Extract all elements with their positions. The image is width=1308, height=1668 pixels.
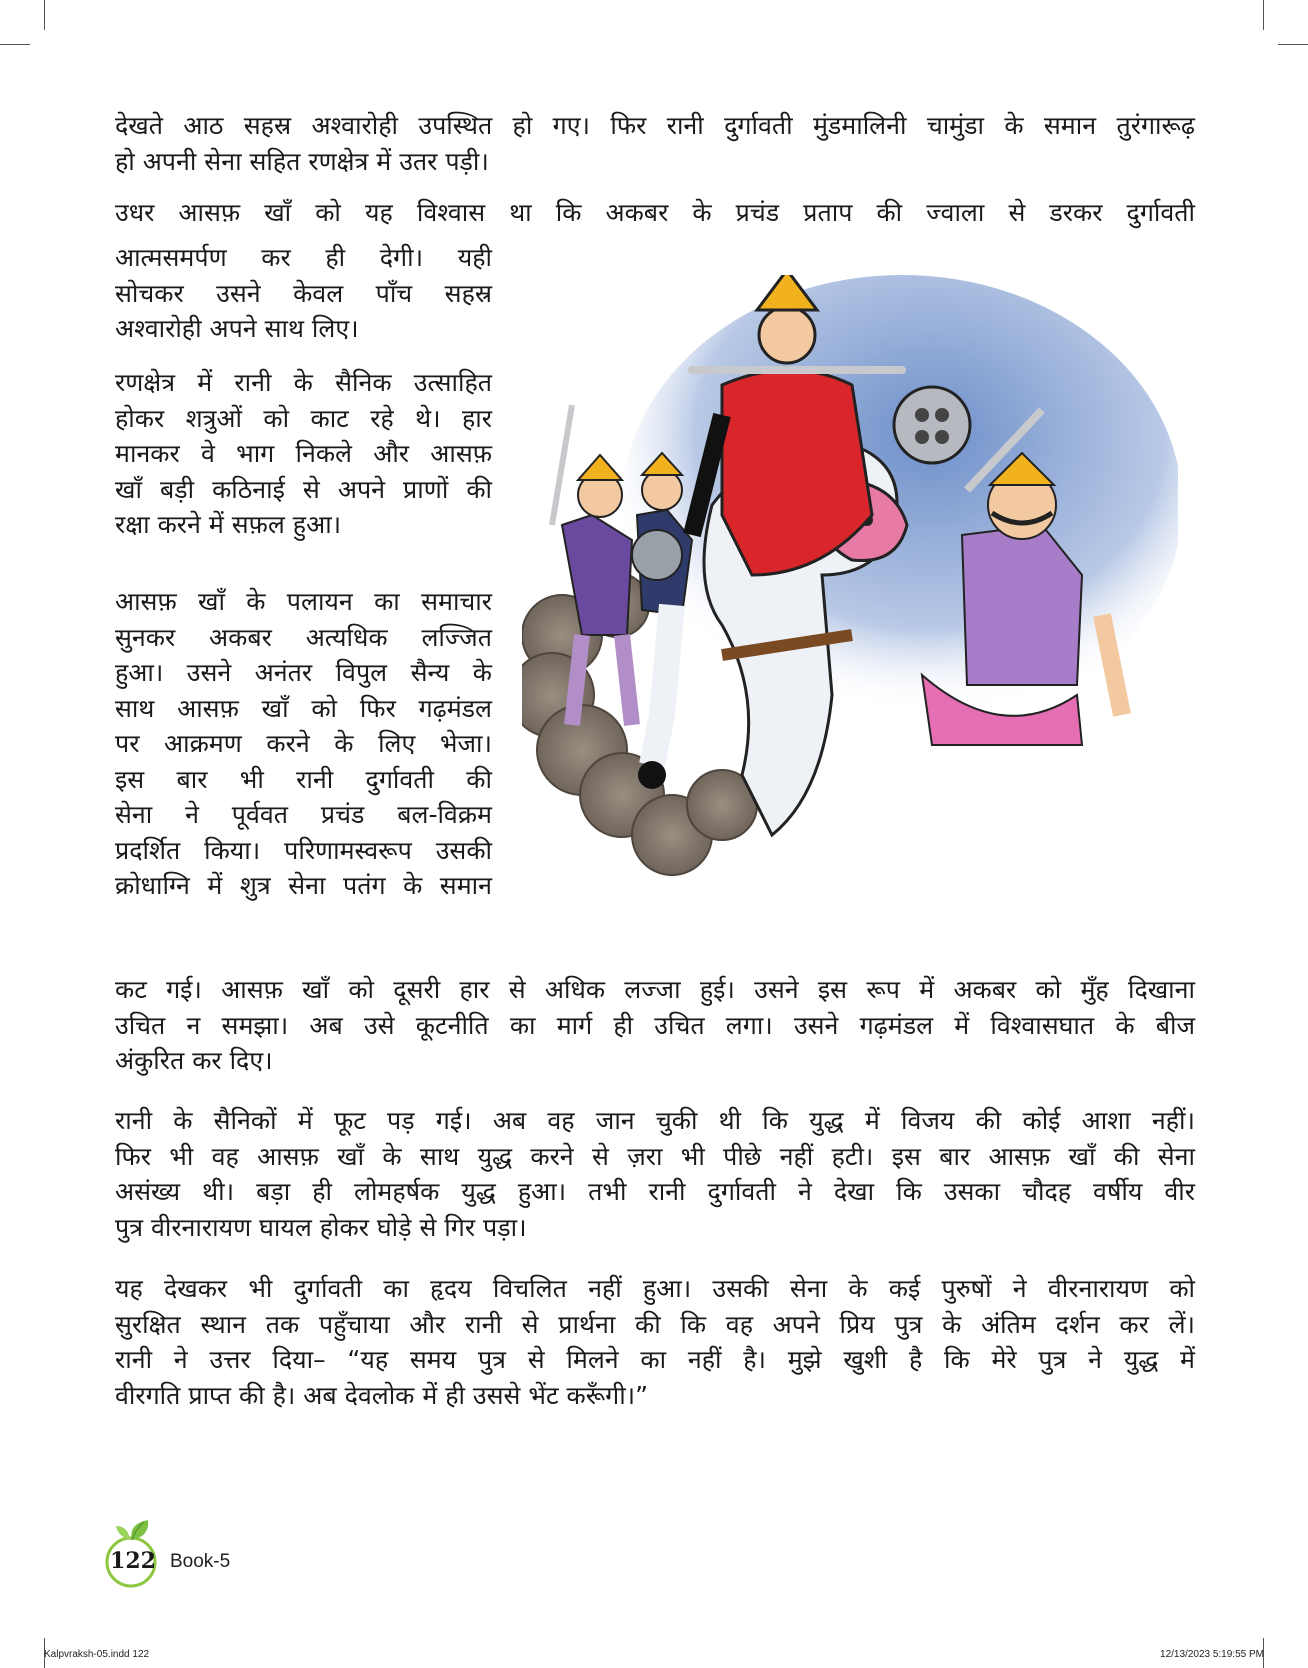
text-line: उधर आसफ़ खाँ को यह विश्वास था कि अकबर के प्रचंड प्रताप की ज्वाला से डरकर दुर्गावती bbox=[115, 198, 1195, 227]
paragraph-4-side bbox=[115, 584, 492, 904]
text-line: अश्वारोही अपने साथ लिए। bbox=[115, 314, 359, 343]
text-line: सुनकर अकबर अत्यधिक लज्जित bbox=[115, 622, 492, 652]
paragraph-2-intro bbox=[115, 195, 1195, 231]
paragraph-5 bbox=[115, 1103, 1195, 1245]
text-line: सोचकर उसने केवल पाँच सहस्र bbox=[115, 278, 492, 308]
print-slug-left: Kalpvraksh-05.indd 122 bbox=[44, 1649, 150, 1660]
round-shield bbox=[894, 387, 970, 463]
text-line: इस बार भी रानी दुर्गावती की bbox=[115, 764, 492, 794]
text-line: फिर भी वह आसफ़ खाँ के साथ युद्ध करने से ज़रा भी पीछे नहीं हटी। इस बार आसफ़ खाँ की सेना bbox=[115, 1141, 1195, 1171]
text-line: रक्षा करने में सफ़ल हुआ। bbox=[115, 510, 342, 539]
paragraph-2-side bbox=[115, 240, 492, 347]
crop-mark-top-right-v bbox=[1263, 0, 1264, 30]
text-line: होकर शत्रुओं को काट रहे थे। हार bbox=[115, 403, 492, 433]
text-line: आसफ़ खाँ के पलायन का समाचार bbox=[115, 587, 492, 616]
text-line: यह देखकर भी दुर्गावती का हृदय विचलित नहीं हुआ। उसकी सेना के कई पुरुषों ने वीरनारायण को bbox=[115, 1274, 1195, 1303]
paragraph-1 bbox=[115, 108, 1195, 179]
book-label: Book-5 bbox=[170, 1551, 231, 1572]
text-line: रणक्षेत्र में रानी के सैनिक उत्साहित bbox=[115, 368, 492, 397]
crop-mark-top-left-h bbox=[0, 44, 30, 45]
text-line: असंख्य थी। बड़ा ही लोमहर्षक युद्ध हुआ। तभी रानी दुर्गावती ने देखा कि उसका चौदह वर्षीय वीर bbox=[115, 1177, 1195, 1206]
text-line: रानी ने उत्तर दिया– “यह समय पुत्र से मिलने का नहीं है। मुझे खुशी है कि मेरे पुत्र ने युद्ध में bbox=[115, 1345, 1195, 1374]
text-line: रानी के सैनिकों में फूट पड़ गई। अब वह जान चुकी थी कि युद्ध में विजय की कोई आशा नहीं। bbox=[115, 1106, 1195, 1135]
text-line: सेना ने पूर्ववत प्रचंड बल-विक्रम bbox=[115, 800, 492, 829]
text-line: साथ आसफ़ खाँ को फिर गढ़मंडल bbox=[115, 693, 492, 723]
crop-mark-top-left-v bbox=[44, 0, 45, 30]
page-number: 122 bbox=[110, 1548, 156, 1574]
crop-mark-top-right-h bbox=[1278, 44, 1308, 45]
paragraph-3-side bbox=[115, 365, 492, 543]
text-line: पर आक्रमण करने के लिए भेजा। bbox=[115, 729, 492, 758]
text-line: खाँ बड़ी कठिनाई से अपने प्राणों की bbox=[115, 474, 492, 504]
paragraph-4-continued bbox=[115, 972, 1195, 1079]
text-line: प्रदर्शित किया। परिणामस्वरूप उसकी bbox=[115, 835, 492, 865]
text-line: क्रोधाग्नि में शुत्र सेना पतंग के समान bbox=[115, 871, 492, 900]
text-line: अंकुरित कर दिए। bbox=[115, 1046, 273, 1075]
text-line: आत्मसमर्पण कर ही देगी। यही bbox=[115, 243, 492, 272]
text-line: हुआ। उसने अनंतर विपुल सैन्य के bbox=[115, 658, 492, 687]
text-line: देखते आठ सहस्र अश्वारोही उपस्थित हो गए। फिर रानी दुर्गावती मुंडमालिनी चामुंडा के समान तुरंगारूढ़ bbox=[115, 111, 1195, 140]
text-line: हो अपनी सेना सहित रणक्षेत्र में उतर पड़ी। bbox=[115, 146, 489, 176]
text-line: पुत्र वीरनारायण घायल होकर घोड़े से गिर पड़ा। bbox=[115, 1212, 527, 1242]
text-line: कट गई। आसफ़ खाँ को दूसरी हार से अधिक लज्जा हुई। उसने इस रूप में अकबर को मुँह दिखाना bbox=[115, 975, 1195, 1004]
text-line: उचित न समझा। अब उसे कूटनीति का मार्ग ही उचित लगा। उसने गढ़मंडल में विश्वासघात के बीज bbox=[115, 1010, 1195, 1040]
text-line: वीरगति प्राप्त की है। अब देवलोक में ही उससे भेंट करूँगी।” bbox=[115, 1380, 649, 1410]
text-line: सुरक्षित स्थान तक पहुँचाया और रानी से प्रार्थना की कि वह अपने प्रिय पुत्र के अंतिम दर्शन कर लें। bbox=[115, 1309, 1195, 1339]
queen-on-horse-illustration bbox=[522, 275, 1178, 931]
text-line: मानकर वे भाग निकले और आसफ़ bbox=[115, 439, 492, 468]
print-slug-right: 12/13/2023 5:19:55 PM bbox=[1160, 1649, 1264, 1660]
paragraph-6 bbox=[115, 1271, 1195, 1413]
